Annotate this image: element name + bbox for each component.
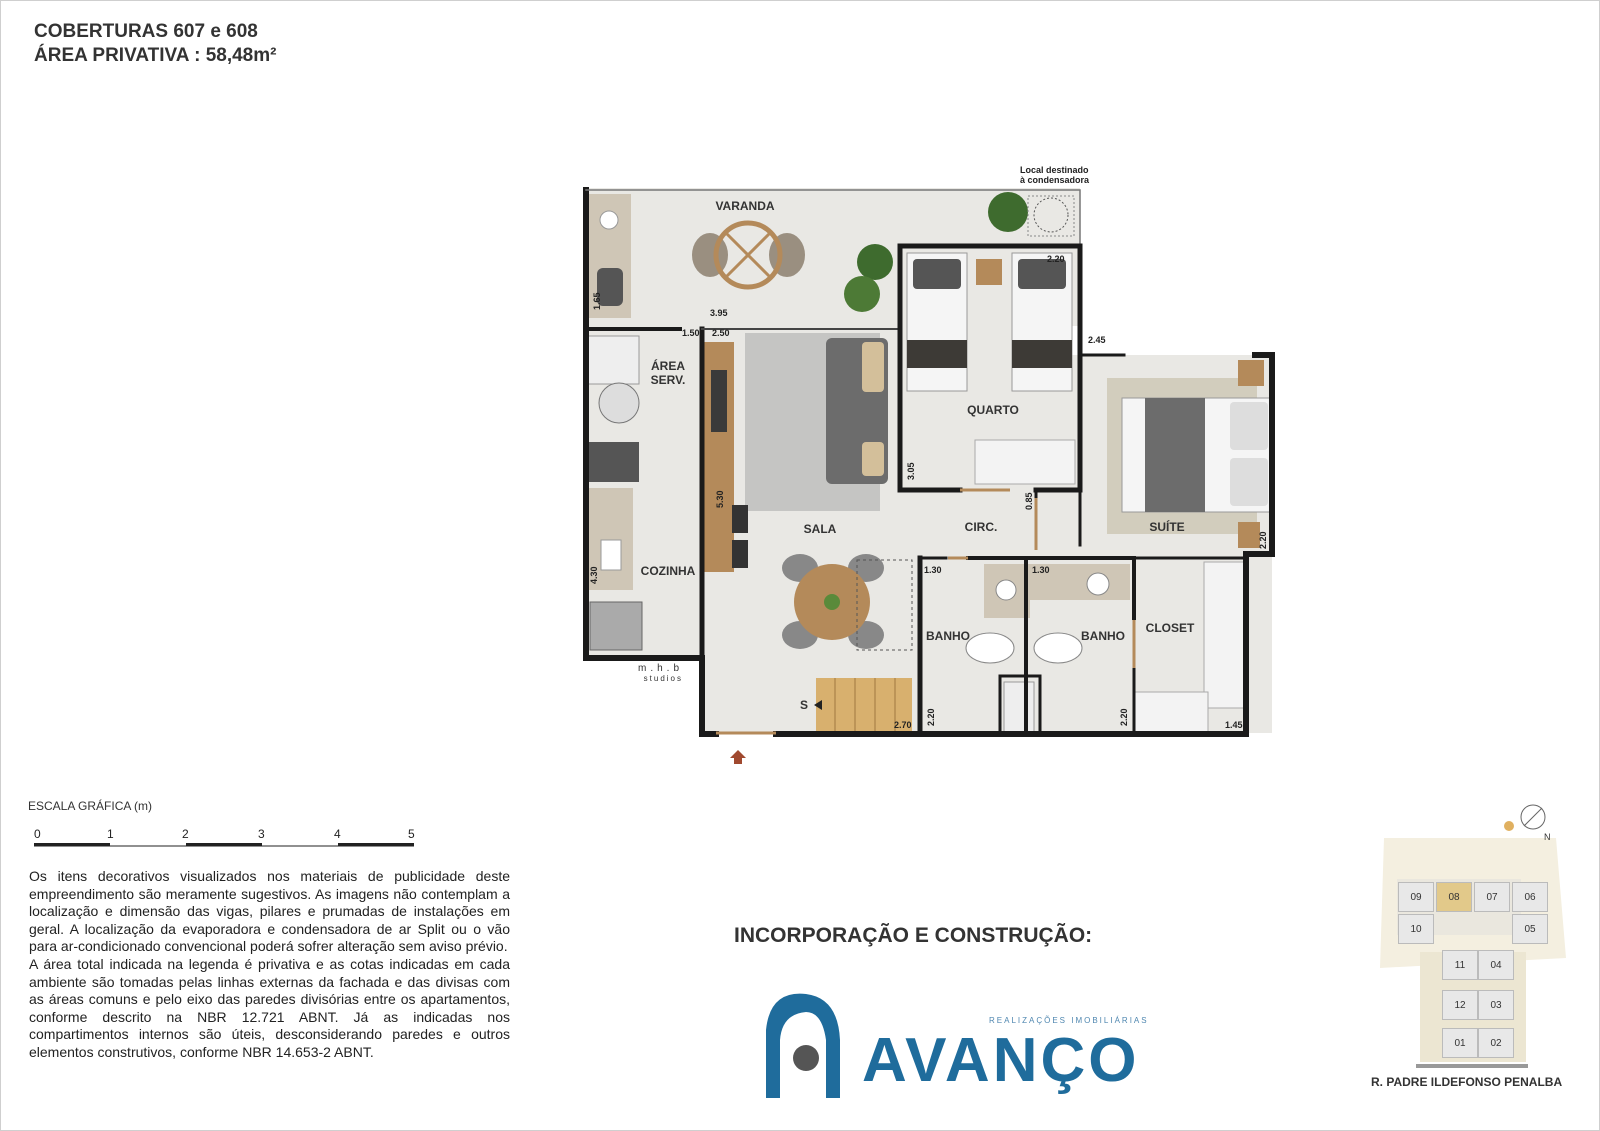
north-label: N: [1544, 832, 1551, 842]
dim-530: 5.30: [715, 490, 725, 508]
dim-430: 4.30: [589, 566, 599, 584]
dim-305: 3.05: [906, 462, 916, 480]
scale-tick-0: 0: [34, 827, 41, 841]
label-cozinha: COZINHA: [640, 564, 696, 578]
dim-395: 3.95: [710, 308, 728, 318]
scale-tick-4: 4: [334, 827, 341, 841]
dim-145: 1.45: [1225, 720, 1243, 730]
scale-tick-1: 1: [107, 827, 114, 841]
incorporacao-heading: INCORPORAÇÃO E CONSTRUÇÃO:: [734, 924, 1093, 947]
site-map-unit: 02: [1478, 1028, 1514, 1058]
avanco-logo-mark: [766, 994, 840, 1098]
scale-tick-3: 3: [258, 827, 265, 841]
scale-tick-5: 5: [408, 827, 415, 841]
label-banho-1: BANHO: [926, 629, 970, 643]
dim-220-banho1: 2.20: [926, 708, 936, 726]
condenser-note-1: Local destinado: [1020, 165, 1089, 175]
dim-245: 2.45: [1088, 335, 1106, 345]
site-map-unit: 06: [1512, 882, 1548, 912]
disclaimer: [29, 868, 510, 1062]
title-line-units: COBERTURAS 607 e 608: [34, 21, 258, 42]
label-stair-mark: S: [799, 698, 809, 712]
site-map-unit: 07: [1474, 882, 1510, 912]
label-area-serv: ÁREA: [650, 359, 686, 373]
logo-subtitle: REALIZAÇÕES IMOBILIÁRIAS: [989, 1016, 1149, 1025]
scale-tick-2: 2: [182, 827, 189, 841]
logo-wordmark: AVANÇO: [862, 1026, 1140, 1095]
studio-signature: [638, 664, 683, 684]
condenser-note-2: à condensadora: [1020, 175, 1090, 185]
label-area-serv-2: SERV.: [650, 373, 686, 387]
label-varanda: VARANDA: [715, 199, 775, 213]
studio-sub: studios: [643, 674, 684, 683]
site-map-unit: 04: [1478, 950, 1514, 980]
dim-220-banho2: 2.20: [1119, 708, 1129, 726]
site-map-unit: 09: [1398, 882, 1434, 912]
street-name: R. PADRE ILDEFONSO PENALBA: [1371, 1075, 1563, 1089]
label-suite: SUÍTE: [1149, 520, 1185, 534]
entrance-arrow-icon: [730, 750, 746, 764]
dim-270: 2.70: [894, 720, 912, 730]
label-banho-2: BANHO: [1081, 629, 1125, 643]
dim-150: 1.50: [682, 328, 700, 338]
scale-bar: [34, 827, 415, 846]
label-sala: SALA: [803, 522, 837, 536]
label-closet: CLOSET: [1145, 621, 1195, 635]
dim-130-b: 1.30: [1032, 565, 1050, 575]
title-line-area: ÁREA PRIVATIVA : 58,48m²: [34, 45, 277, 66]
site-map-unit: 05: [1512, 914, 1548, 944]
site-map-unit: 12: [1442, 990, 1478, 1020]
disclaimer-p2: A área total indicada na legenda é privativa e as cotas indicadas em cada ambiente são tomadas pelas linhas externas da fachada e das divisas com as áreas comuns e pelo eixo das paredes divisórias entre os apartamentos, conforme descrito na NBR 12.721 ABNT. Já as indicadas nos compartimentos internos são úteis, desconsiderando paredes e outros elementos construtivos, conforme NBR 14.653-2 ABNT.: [29, 955, 510, 1060]
dim-250: 2.50: [712, 328, 730, 338]
dim-165: 1.65: [592, 292, 602, 310]
site-map-unit: 10: [1398, 914, 1434, 944]
label-circ: CIRC.: [964, 520, 998, 534]
disclaimer-p1: Os itens decorativos visualizados nos materiais de publicidade deste empreendimento são meramente sugestivos. As imagens não contemplam a localização e dimensão das vigas, pilares e prumadas de instalações em geral. A localização da evaporadora e condensadora de ar Split ou o vão para ar-condicionado convencional poderá sofrer alteração sem aviso prévio.: [29, 868, 510, 955]
scale-title: ESCALA GRÁFICA (m): [28, 799, 153, 813]
dim-220-quarto: 2.20: [1047, 254, 1065, 264]
dim-085: 0.85: [1024, 492, 1034, 510]
dim-220-suite: 2.20: [1258, 531, 1268, 549]
site-map-unit: 01: [1442, 1028, 1478, 1058]
dining-table: [782, 554, 884, 649]
label-quarto: QUARTO: [967, 403, 1019, 417]
site-map-unit: 03: [1478, 990, 1514, 1020]
dim-130-a: 1.30: [924, 565, 942, 575]
sofa: [826, 338, 888, 484]
studio-name: m.h.b: [638, 663, 684, 674]
site-map-unit: 08: [1436, 882, 1472, 912]
site-map-unit: 11: [1442, 950, 1478, 980]
